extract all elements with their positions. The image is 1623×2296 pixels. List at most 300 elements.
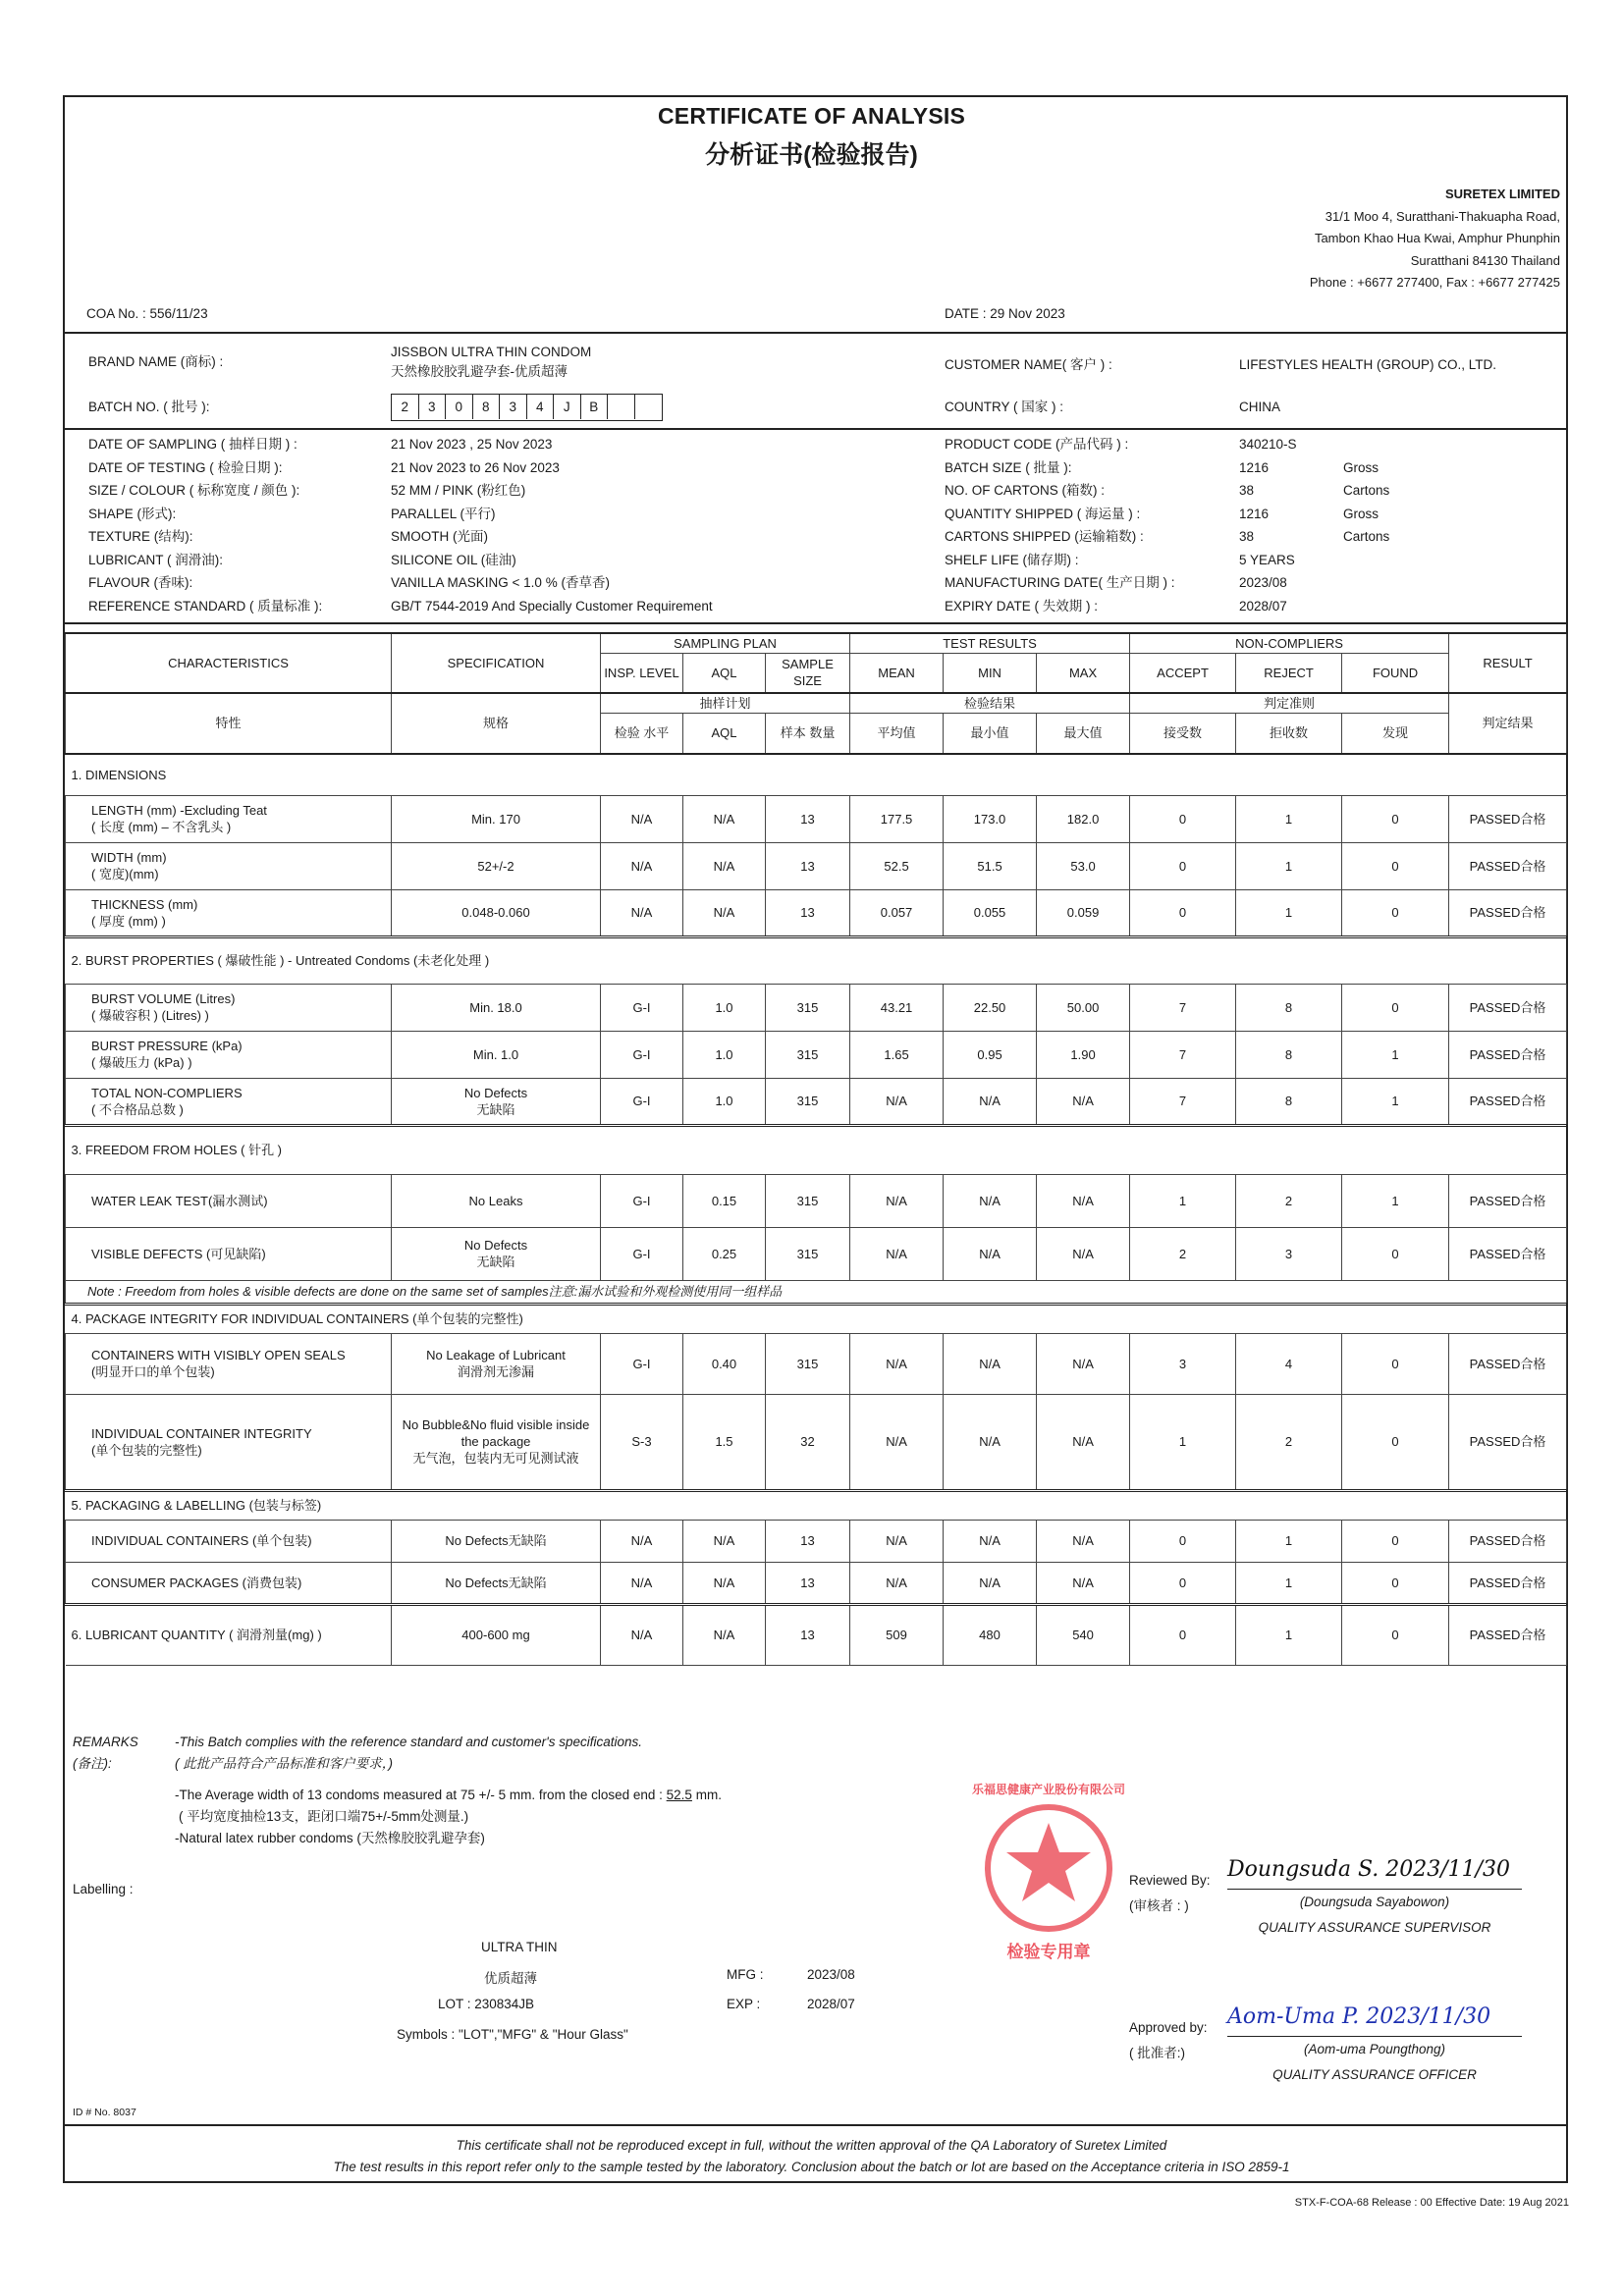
table-row [66, 842, 1567, 889]
labelling-product-en: ULTRA THIN [481, 1940, 558, 1954]
col-accept-zh: 接受数 [1130, 713, 1236, 754]
header-row-en [66, 633, 1567, 654]
reviewer-signature: Doungsuda S. 2023/11/30 [1227, 1857, 1511, 1882]
aql-cell: 1.0 [683, 984, 766, 1031]
col-specification-zh: 规格 [392, 693, 601, 755]
table-row [66, 1174, 1567, 1227]
mean-cell: N/A [850, 1394, 944, 1490]
reject-cell: 1 [1236, 1562, 1342, 1604]
table-row [66, 1227, 1567, 1280]
batch-char: 0 [446, 395, 473, 419]
characteristic-en: INDIVIDUAL CONTAINER INTEGRITY [91, 1425, 312, 1441]
section-title: 4. PACKAGE INTEGRITY FOR INDIVIDUAL CONTAINERS (单个包装的完整性) [66, 1304, 1567, 1333]
mean-cell: 177.5 [850, 795, 944, 842]
remark-width-value: 52.5 [666, 1788, 692, 1802]
mean-cell: N/A [850, 1174, 944, 1227]
company-block [1310, 184, 1560, 294]
insp-cell: G-I [601, 1174, 683, 1227]
reject-cell: 1 [1236, 1520, 1342, 1562]
remark-line: -This Batch complies with the reference standard and customer's specifications. [175, 1735, 643, 1749]
reject-cell: 1 [1236, 842, 1342, 889]
characteristic-zh: ( 宽度)(mm) [91, 867, 159, 881]
col-insp-level-zh: 检验 水平 [601, 713, 683, 754]
customer-value: LIFESTYLES HEALTH (GROUP) CO., LTD. [1239, 357, 1497, 372]
remarks-label [73, 1732, 138, 1775]
size-cell: 315 [766, 1174, 850, 1227]
divider [63, 622, 1568, 624]
found-cell: 0 [1342, 1227, 1449, 1280]
specification-zh: 无气泡，包装内无可见测试液 [412, 1451, 579, 1466]
approver-title: QUALITY ASSURANCE OFFICER [1272, 2067, 1477, 2082]
detail-label: BATCH SIZE ( 批量 ): [945, 459, 1072, 475]
found-cell: 0 [1342, 1562, 1449, 1604]
accept-cell: 3 [1130, 1333, 1236, 1394]
max-cell: N/A [1037, 1520, 1130, 1562]
labelling-symbols: Symbols : "LOT","MFG" & "Hour Glass" [397, 2027, 628, 2042]
specification-en: Min. 18.0 [469, 999, 522, 1015]
table-row [66, 1604, 1567, 1665]
insp-cell: N/A [601, 842, 683, 889]
characteristic-cell [66, 1333, 392, 1394]
labelling-product-zh: 优质超薄 [484, 1971, 537, 1986]
max-cell: N/A [1037, 1562, 1130, 1604]
address-line: 31/1 Moo 4, Suratthani-Thakuapha Road, [1325, 208, 1560, 224]
detail-label: EXPIRY DATE ( 失效期 ) : [945, 598, 1099, 614]
characteristic-cell [66, 1394, 392, 1490]
brand-value-en: JISSBON ULTRA THIN CONDOM [391, 345, 592, 359]
insp-cell: G-I [601, 1227, 683, 1280]
detail-value: 21 Nov 2023 , 25 Nov 2023 [391, 437, 553, 452]
min-cell: N/A [944, 1333, 1037, 1394]
min-cell: 173.0 [944, 795, 1037, 842]
address-line: Suratthani 84130 Thailand [1410, 252, 1560, 268]
remarks-label-zh: (备注): [73, 1756, 112, 1771]
characteristic-zh: ( 长度 (mm) – 不含乳头 ) [91, 820, 232, 834]
detail-value: 38 [1239, 529, 1255, 544]
detail-value: SMOOTH (光面) [391, 529, 488, 544]
approved-by-label-zh: ( 批准者:) [1129, 2046, 1185, 2060]
result-cell: PASSED合格 [1449, 1562, 1567, 1604]
size-cell: 315 [766, 1031, 850, 1078]
aql-cell: N/A [683, 1520, 766, 1562]
found-cell: 1 [1342, 1031, 1449, 1078]
detail-label: LUBRICANT ( 润滑油): [88, 552, 224, 567]
specification-en: 0.048-0.060 [461, 905, 530, 920]
characteristic-en: BURST VOLUME (Litres) [91, 991, 236, 1006]
col-test-results: TEST RESULTS [850, 633, 1130, 654]
min-cell: 480 [944, 1604, 1037, 1665]
specification-cell [392, 795, 601, 842]
characteristic-en: THICKNESS (mm) [91, 896, 198, 912]
characteristic-cell [66, 1562, 392, 1604]
size-cell: 315 [766, 984, 850, 1031]
aql-cell: 0.25 [683, 1227, 766, 1280]
detail-value: SILICONE OIL (硅油) [391, 552, 516, 567]
brand-value-zh: 天然橡胶胶乳避孕套-优质超薄 [391, 364, 568, 379]
accept-cell: 7 [1130, 984, 1236, 1031]
insp-cell: G-I [601, 1078, 683, 1125]
table-row [66, 1333, 1567, 1394]
remark-width-suffix: mm. [695, 1788, 722, 1802]
mean-cell: N/A [850, 1078, 944, 1125]
mean-cell: N/A [850, 1562, 944, 1604]
result-cell: PASSED合格 [1449, 984, 1567, 1031]
mean-cell: N/A [850, 1227, 944, 1280]
reject-cell: 1 [1236, 889, 1342, 936]
col-found: FOUND [1342, 654, 1449, 693]
size-cell: 32 [766, 1394, 850, 1490]
col-aql: AQL [683, 654, 766, 693]
min-cell: 22.50 [944, 984, 1037, 1031]
specification-cell [392, 984, 601, 1031]
detail-label: SHELF LIFE (储存期) : [945, 552, 1079, 567]
accept-cell: 1 [1130, 1394, 1236, 1490]
col-sample-size: SAMPLE SIZE [766, 654, 850, 693]
characteristic-zh: ( 爆破压力 (kPa) ) [91, 1055, 192, 1070]
reviewed-by-label: Reviewed By: [1129, 1873, 1211, 1888]
detail-label: PRODUCT CODE (产品代码 ) : [945, 437, 1129, 452]
specification-zh: 无缺陷 [476, 1255, 515, 1269]
labelling-label: Labelling : [73, 1882, 134, 1896]
section-row [66, 1125, 1567, 1174]
note-row [66, 1280, 1567, 1304]
mean-cell: 43.21 [850, 984, 944, 1031]
insp-cell: N/A [601, 1604, 683, 1665]
col-result-zh: 判定结果 [1449, 693, 1567, 755]
header-row-zh [66, 693, 1567, 714]
mean-cell: N/A [850, 1520, 944, 1562]
col-result: RESULT [1449, 633, 1567, 693]
accept-cell: 0 [1130, 1604, 1236, 1665]
labelling-exp-value: 2028/07 [807, 1997, 855, 2011]
accept-cell: 0 [1130, 1520, 1236, 1562]
max-cell: N/A [1037, 1333, 1130, 1394]
table-row [66, 1078, 1567, 1125]
found-cell: 1 [1342, 1174, 1449, 1227]
specification-en: 52+/-2 [477, 858, 514, 874]
characteristic-en: WIDTH (mm) [91, 850, 167, 865]
max-cell: N/A [1037, 1174, 1130, 1227]
insp-cell: N/A [601, 1562, 683, 1604]
min-cell: N/A [944, 1394, 1037, 1490]
found-cell: 0 [1342, 889, 1449, 936]
footer-disclaimer-2: The test results in this report refer only to the sample tested by the laboratory. Conclusion about the batch or lot are based on the Acceptance criteria in ISO 2859-1 [333, 2160, 1290, 2174]
batch-label: BATCH NO. ( 批号 ): [88, 400, 210, 414]
reviewer-title: QUALITY ASSURANCE SUPERVISOR [1258, 1920, 1491, 1935]
batch-char [635, 395, 663, 419]
characteristic-en: INDIVIDUAL CONTAINERS (单个包装) [91, 1533, 312, 1548]
result-cell: PASSED合格 [1449, 1227, 1567, 1280]
table-row [66, 1031, 1567, 1078]
characteristic-zh: (单个包装的完整性) [91, 1442, 202, 1458]
max-cell: 1.90 [1037, 1031, 1130, 1078]
characteristic-en: TOTAL NON-COMPLIERS [91, 1085, 243, 1100]
accept-cell: 1 [1130, 1174, 1236, 1227]
batch-number-boxes [391, 394, 663, 421]
section-row [66, 754, 1567, 795]
title-zh: 分析证书(检验报告) [705, 141, 918, 169]
labelling-lot: LOT : 230834JB [438, 1997, 535, 2011]
size-cell: 13 [766, 842, 850, 889]
customer-label: CUSTOMER NAME( 客户 ) : [945, 357, 1112, 372]
max-cell: N/A [1037, 1394, 1130, 1490]
batch-char: 3 [500, 395, 527, 419]
detail-value: 38 [1239, 483, 1255, 498]
specification-en: No Defects [463, 1238, 528, 1253]
result-cell: PASSED合格 [1449, 1031, 1567, 1078]
specification-en: No Defects [463, 1085, 528, 1100]
reviewer-signature-line [1227, 1889, 1522, 1890]
insp-cell: G-I [601, 984, 683, 1031]
remark-line: ( 此批产品符合产品标准和客户要求，) [175, 1756, 393, 1771]
aql-cell: 1.0 [683, 1078, 766, 1125]
characteristic-cell [66, 889, 392, 936]
batch-char: 2 [392, 395, 419, 419]
detail-label: DATE OF TESTING ( 检验日期 ): [88, 459, 283, 475]
country-value: CHINA [1239, 400, 1281, 414]
detail-unit: Gross [1343, 506, 1380, 521]
col-max: MAX [1037, 654, 1130, 693]
min-cell: N/A [944, 1562, 1037, 1604]
test-results-table [65, 632, 1567, 1666]
specification-en: No Defects无缺陷 [445, 1533, 547, 1548]
accept-cell: 0 [1130, 842, 1236, 889]
aql-cell: N/A [683, 842, 766, 889]
insp-cell: G-I [601, 1333, 683, 1394]
address-line: Tambon Khao Hua Kwai, Amphur Phunphin [1314, 231, 1560, 245]
detail-label: FLAVOUR (香味): [88, 575, 193, 590]
detail-value: 52 MM / PINK (粉红色) [391, 483, 526, 498]
section-title: 5. PACKAGING & LABELLING (包装与标签) [66, 1490, 1567, 1520]
remark-line: -Natural latex rubber condoms (天然橡胶胶乳避孕套) [175, 1831, 485, 1845]
company-name: SURETEX LIMITED [1444, 187, 1560, 201]
result-cell: PASSED合格 [1449, 1333, 1567, 1394]
form-code: STX-F-COA-68 Release : 00 Effective Date: 19 Aug 2021 [1294, 2197, 1569, 2209]
remark-line: ( 平均宽度抽检13支，距闭口端75+/-5mm处测量.) [179, 1809, 469, 1824]
found-cell: 1 [1342, 1078, 1449, 1125]
table-row [66, 1562, 1567, 1604]
characteristic-cell [66, 1520, 392, 1562]
insp-cell: N/A [601, 1520, 683, 1562]
spec-cell: 400-600 mg [392, 1604, 601, 1665]
insp-cell: G-I [601, 1031, 683, 1078]
specification-en: No Defects无缺陷 [445, 1575, 547, 1590]
max-cell: 53.0 [1037, 842, 1130, 889]
detail-unit: Cartons [1343, 529, 1390, 544]
reject-cell: 1 [1236, 795, 1342, 842]
table-row [66, 1520, 1567, 1562]
col-mean: MEAN [850, 654, 944, 693]
detail-label: CARTONS SHIPPED (运输箱数) : [945, 529, 1144, 544]
characteristic-en: CONSUMER PACKAGES (消费包装) [91, 1575, 302, 1590]
reject-cell: 8 [1236, 1078, 1342, 1125]
insp-cell: N/A [601, 889, 683, 936]
accept-cell: 0 [1130, 795, 1236, 842]
aql-cell: N/A [683, 889, 766, 936]
found-cell: 0 [1342, 1604, 1449, 1665]
result-cell: PASSED合格 [1449, 1520, 1567, 1562]
col-aql-zh: AQL [683, 713, 766, 754]
size-cell: 13 [766, 889, 850, 936]
accept-cell: 0 [1130, 889, 1236, 936]
divider [63, 2124, 1568, 2126]
detail-value: 1216 [1239, 459, 1270, 475]
batch-char: B [581, 395, 609, 419]
specification-en: Min. 170 [471, 811, 520, 827]
characteristic-en: VISIBLE DEFECTS (可见缺陷) [91, 1246, 266, 1261]
characteristic-cell [66, 795, 392, 842]
accept-cell: 2 [1130, 1227, 1236, 1280]
characteristic-en: WATER LEAK TEST(漏水测试) [91, 1193, 268, 1208]
min-cell: N/A [944, 1227, 1037, 1280]
detail-label: REFERENCE STANDARD ( 质量标准 ): [88, 598, 323, 614]
remark-width-prefix: -The Average width of 13 condoms measured at 75 +/- 5 mm. from the closed end : [175, 1788, 663, 1802]
col-min-zh: 最小值 [944, 713, 1037, 754]
batch-char: 3 [419, 395, 447, 419]
specification-cell [392, 1562, 601, 1604]
stamp-bottom-text: 检验专用章 [1006, 1943, 1091, 1961]
characteristic-cell [66, 1031, 392, 1078]
table-row [66, 795, 1567, 842]
detail-value: VANILLA MASKING < 1.0 % (香草香) [391, 575, 610, 590]
specification-cell [392, 1227, 601, 1280]
found-cell: 0 [1342, 1520, 1449, 1562]
min-cell: N/A [944, 1520, 1037, 1562]
found-cell: 0 [1342, 1333, 1449, 1394]
specification-cell [392, 842, 601, 889]
specification-cell [392, 1394, 601, 1490]
table-row [66, 1394, 1567, 1490]
section-title: 3. FREEDOM FROM HOLES ( 针孔 ) [66, 1125, 1567, 1174]
detail-value: 1216 [1239, 506, 1270, 521]
col-found-zh: 发现 [1342, 713, 1449, 754]
detail-value: 21 Nov 2023 to 26 Nov 2023 [391, 459, 560, 475]
aql-cell: 1.0 [683, 1031, 766, 1078]
coa-date: DATE : 29 Nov 2023 [945, 306, 1065, 321]
insp-cell: S-3 [601, 1394, 683, 1490]
mean-cell: N/A [850, 1333, 944, 1394]
detail-label: SHAPE (形式): [88, 506, 177, 521]
result-cell: PASSED合格 [1449, 889, 1567, 936]
detail-value: 2023/08 [1239, 575, 1287, 590]
title-en: CERTIFICATE OF ANALYSIS [658, 103, 965, 129]
specification-cell [392, 1078, 601, 1125]
section-note: Note : Freedom from holes & visible defects are done on the same set of samples注意:漏水试验和外观检测使用同一组样品 [66, 1280, 1567, 1304]
col-non-compliers-zh: 判定准则 [1130, 693, 1449, 714]
reviewer-name: (Doungsuda Sayabowon) [1299, 1895, 1450, 1909]
characteristic-cell: 6. LUBRICANT QUANTITY ( 润滑剂量(mg) ) [66, 1604, 392, 1665]
characteristic-cell [66, 1078, 392, 1125]
max-cell: 182.0 [1037, 795, 1130, 842]
col-non-compliers: NON-COMPLIERS [1130, 633, 1449, 654]
col-min: MIN [944, 654, 1037, 693]
col-insp-level: INSP. LEVEL [601, 654, 683, 693]
characteristic-zh: ( 厚度 (mm) ) [91, 913, 166, 929]
size-cell: 315 [766, 1333, 850, 1394]
section-row [66, 936, 1567, 984]
min-cell: 51.5 [944, 842, 1037, 889]
min-cell: N/A [944, 1174, 1037, 1227]
batch-char: 8 [473, 395, 501, 419]
aql-cell: N/A [683, 795, 766, 842]
size-cell: 13 [766, 1520, 850, 1562]
remark-line [175, 1785, 722, 1806]
col-sample-size-zh: 样本 数量 [766, 713, 850, 754]
contact-line: Phone : +6677 277400, Fax : +6677 277425 [1309, 275, 1560, 290]
specification-cell [392, 1174, 601, 1227]
result-cell: PASSED合格 [1449, 795, 1567, 842]
approver-signature-line [1227, 2036, 1522, 2037]
col-characteristics: CHARACTERISTICS [66, 633, 392, 693]
remarks-text [175, 1732, 722, 1849]
min-cell: 0.055 [944, 889, 1037, 936]
specification-en: Min. 1.0 [472, 1046, 519, 1062]
col-characteristics-zh: 特性 [66, 693, 392, 755]
max-cell: 540 [1037, 1604, 1130, 1665]
remarks-label-en: REMARKS [73, 1735, 138, 1749]
reject-cell: 4 [1236, 1333, 1342, 1394]
max-cell: N/A [1037, 1227, 1130, 1280]
batch-char [608, 395, 635, 419]
detail-label: DATE OF SAMPLING ( 抽样日期 ) : [88, 437, 298, 452]
accept-cell: 7 [1130, 1031, 1236, 1078]
detail-value: 340210-S [1239, 437, 1297, 452]
mean-cell: 509 [850, 1604, 944, 1665]
table-row [66, 889, 1567, 936]
col-max-zh: 最大值 [1037, 713, 1130, 754]
specification-cell [392, 889, 601, 936]
col-sampling-plan-zh: 抽样计划 [601, 693, 850, 714]
characteristic-zh: ( 不合格品总数 ) [91, 1101, 184, 1117]
specification-en: No Leakage of Lubricant [426, 1348, 566, 1362]
detail-label: QUANTITY SHIPPED ( 海运量 ) : [945, 506, 1141, 521]
characteristic-zh: ( 爆破容积 ) (Litres) ) [91, 1008, 209, 1023]
max-cell: 50.00 [1037, 984, 1130, 1031]
max-cell: 0.059 [1037, 889, 1130, 936]
size-cell: 13 [766, 795, 850, 842]
specification-en: No Bubble&No fluid visible inside the package [402, 1417, 590, 1449]
col-sampling-plan: SAMPLING PLAN [601, 633, 850, 654]
col-accept: ACCEPT [1130, 654, 1236, 693]
characteristic-cell [66, 842, 392, 889]
specification-cell [392, 1031, 601, 1078]
divider [63, 332, 1568, 334]
reject-cell: 2 [1236, 1394, 1342, 1490]
col-specification: SPECIFICATION [392, 633, 601, 693]
section-row [66, 1490, 1567, 1520]
detail-label: TEXTURE (结构): [88, 529, 193, 544]
size-cell: 315 [766, 1227, 850, 1280]
detail-label: SIZE / COLOUR ( 标称宽度 / 颜色 ): [88, 483, 300, 498]
size-cell: 13 [766, 1604, 850, 1665]
result-cell: PASSED合格 [1449, 1078, 1567, 1125]
result-cell: PASSED合格 [1449, 842, 1567, 889]
mean-cell: 52.5 [850, 842, 944, 889]
col-mean-zh: 平均值 [850, 713, 944, 754]
characteristic-zh: (明显开口的单个包装) [91, 1364, 215, 1379]
size-cell: 13 [766, 1562, 850, 1604]
labelling-exp-label: EXP : [727, 1997, 761, 2011]
accept-cell: 0 [1130, 1562, 1236, 1604]
detail-value: 5 YEARS [1239, 552, 1295, 567]
reject-cell: 8 [1236, 984, 1342, 1031]
found-cell: 0 [1342, 1394, 1449, 1490]
specification-zh: 润滑剂无渗漏 [457, 1364, 534, 1379]
aql-cell: N/A [683, 1562, 766, 1604]
divider [63, 428, 1568, 430]
coa-number: COA No. : 556/11/23 [86, 306, 208, 321]
characteristic-cell [66, 984, 392, 1031]
